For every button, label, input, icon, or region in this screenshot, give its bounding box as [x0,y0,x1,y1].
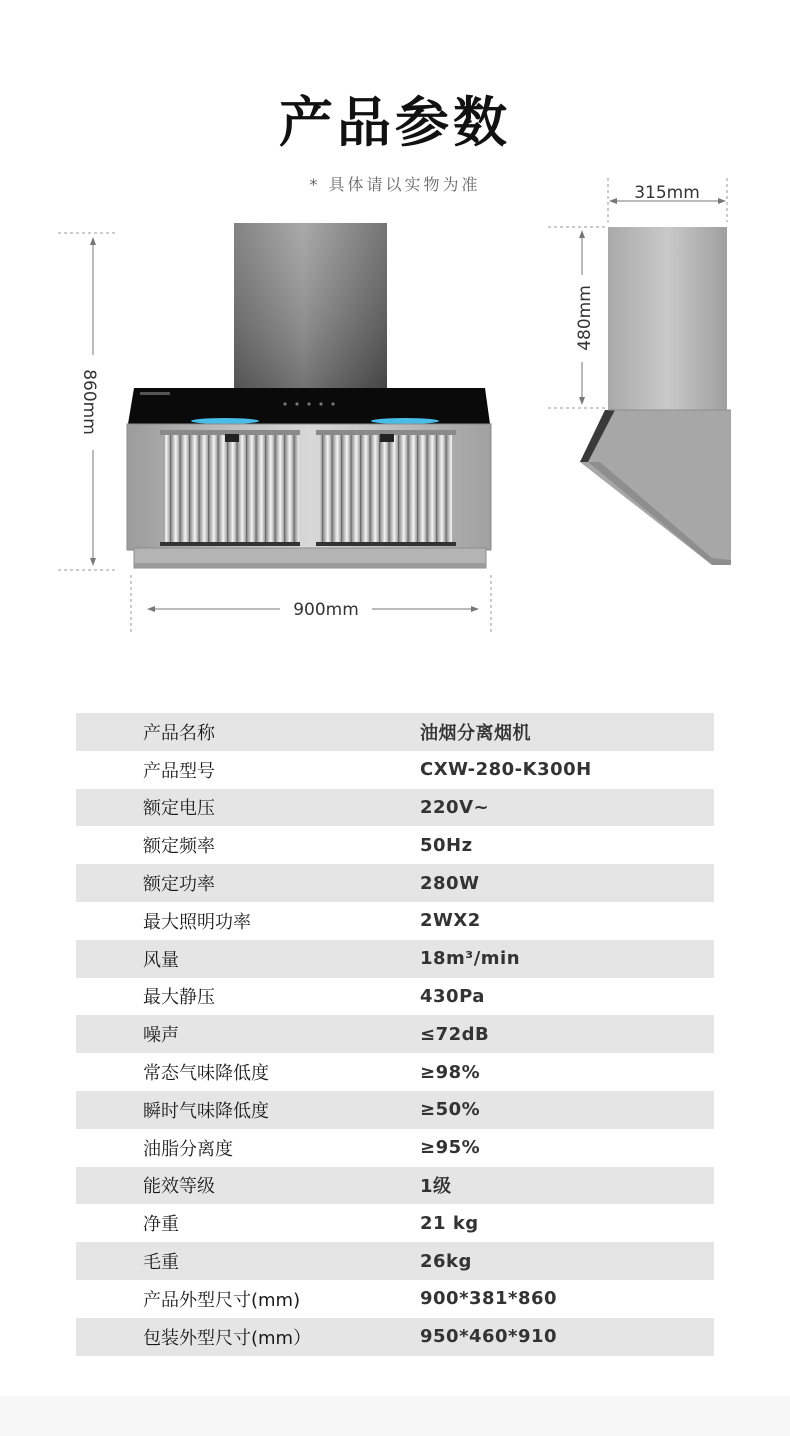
table-row [76,902,714,940]
spec-label: 产品型号 [143,760,215,782]
spec-label: 常态气味降低度 [143,1063,269,1085]
spec-value: 950*460*910 [420,1326,558,1348]
spec-label: 额定电压 [143,798,215,820]
spec-label: 风量 [143,949,179,971]
table-row [76,789,714,827]
page-title: 产品参数 [279,91,511,154]
spec-label: 噪声 [143,1025,179,1047]
spec-label: 额定功率 [143,874,215,896]
spec-value: ≥98% [420,1061,481,1083]
spec-value: CXW-280-K300H [420,759,592,781]
spec-value: 油烟分离烟机 [420,722,531,744]
table-row [76,713,714,751]
width-dimension [131,575,491,635]
spec-label: 瞬时气味降低度 [143,1100,269,1122]
spec-label: 产品外型尺寸(mm) [143,1289,301,1311]
disclaimer-note: * 具体请以实物为准 [309,175,481,194]
table-row [76,1091,714,1129]
spec-label: 净重 [143,1214,179,1236]
table-row [76,864,714,902]
spec-table [76,713,714,1356]
height-label: 860mm [79,369,99,435]
spec-value: ≥50% [420,1099,481,1121]
bottom-strip [0,1396,790,1436]
spec-label: 油脂分离度 [143,1138,233,1160]
table-row [76,978,714,1016]
table-row [76,1167,714,1205]
range-hood-side-view [580,227,731,565]
spec-value: 21 kg [420,1212,479,1234]
table-row [76,751,714,789]
spec-label: 毛重 [143,1252,179,1274]
table-row [76,1053,714,1091]
spec-value: 430Pa [420,985,485,1007]
table-row [76,1242,714,1280]
chimney-height-dimension [548,227,608,408]
spec-value: 2WX2 [420,910,481,932]
table-row [76,1015,714,1053]
spec-value: ≥95% [420,1137,481,1159]
spec-label: 额定频率 [143,836,215,858]
spec-label: 包装外型尺寸(mm） [143,1327,312,1349]
table-row [76,1129,714,1167]
spec-value: 900*381*860 [420,1288,558,1310]
spec-value: 26kg [420,1250,472,1272]
range-hood-front-view [127,223,491,568]
spec-value: 18m³/min [420,948,521,970]
spec-value: 1级 [420,1176,452,1198]
spec-value: 220V~ [420,796,490,818]
chimney-height-label: 480mm [575,285,595,351]
product-dimension-diagram [0,0,790,660]
spec-label: 能效等级 [143,1176,215,1198]
table-row [76,1204,714,1242]
table-row [76,1280,714,1318]
table-row [76,940,714,978]
spec-label: 最大静压 [143,987,215,1009]
table-row [76,1318,714,1356]
spec-value: 50Hz [420,834,473,856]
spec-value: 280W [420,872,480,894]
spec-value: ≤72dB [420,1023,490,1045]
width-label: 900mm [293,600,359,620]
table-row [76,826,714,864]
spec-label: 产品名称 [143,722,215,744]
height-dimension [58,233,118,570]
depth-label: 315mm [634,183,700,203]
depth-dimension [608,178,727,222]
spec-label: 最大照明功率 [143,911,251,933]
